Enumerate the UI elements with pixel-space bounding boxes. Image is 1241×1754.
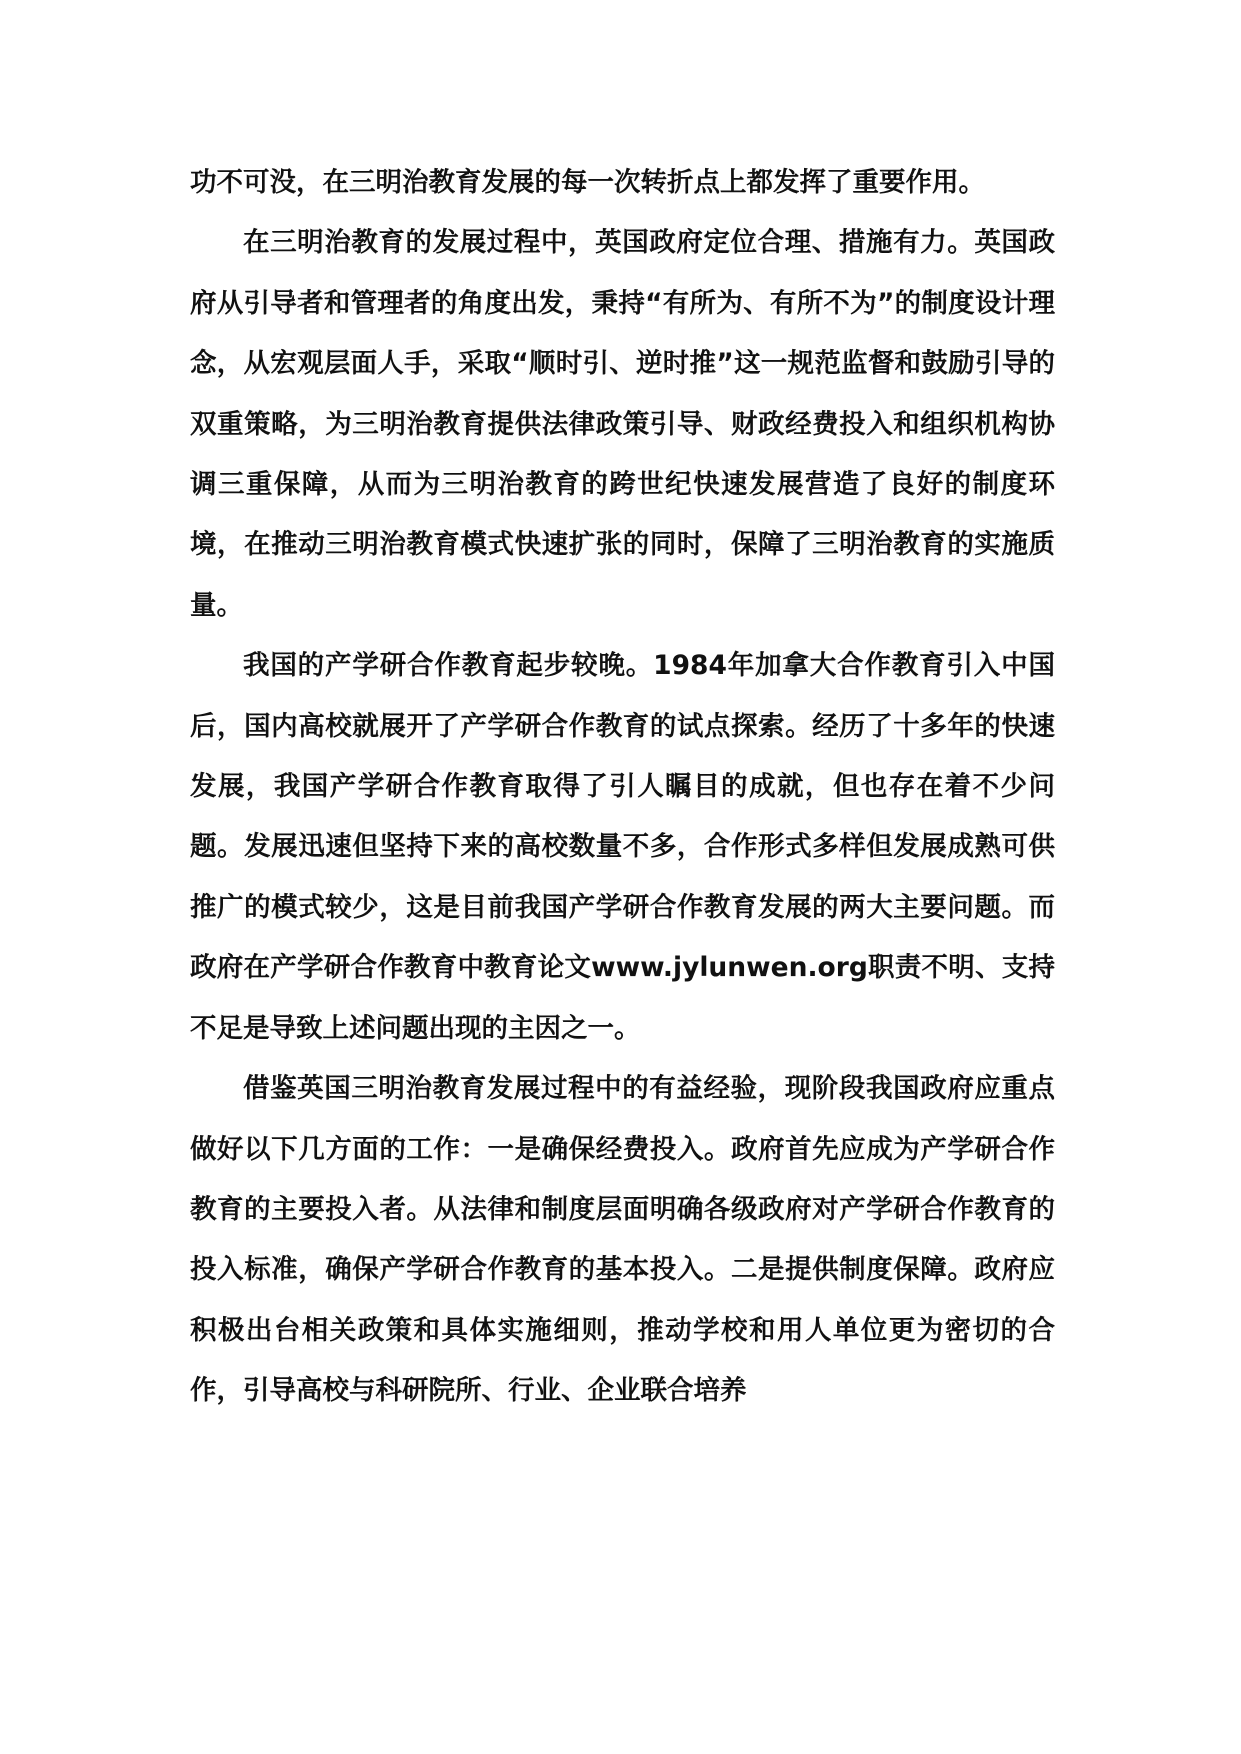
paragraph-british-government: 在三明治教育的发展过程中，英国政府定位合理、措施有力。英国政府从引导者和管理者的角度出发，秉持“有所为、有所不为”的制度设计理念，从宏观层面人手，采取“顺时引、逆时推”这一规范监督和鼓励引导的双重策略，为三明治教育提供法律政策引导、财政经费投入和组织机构协调三重保障，从而为三明治教育的跨世纪快速发展营造了良好的制度环境，在推动三明治教育模式快速扩张的同时，保障了三明治教育的实施质量。 [190,227,1055,621]
paragraph-continuation: 功不可没，在三明治教育发展的每一次转折点上都发挥了重要作用。 [190,167,985,198]
paragraph-recommendations: 借鉴英国三明治教育发展过程中的有益经验，现阶段我国政府应重点做好以下几方面的工作：一是确保经费投入。政府首先应成为产学研合作教育的主要投入者。从法律和制度层面明确各级政府对产学研合作教育的投入标准，确保产学研合作教育的基本投入。二是提供制度保障。政府应积极出台相关政策和具体实施细则，推动学校和用人单位更为密切的合作，引导高校与科研院所、行业、企业联合培养 [190,1073,1055,1407]
body-text [190,153,1055,1422]
paragraph-china-cooperative-education: 我国的产学研合作教育起步较晚。1984年加拿大合作教育引入中国后，国内高校就展开了产学研合作教育的试点探索。经历了十多年的快速发展，我国产学研合作教育取得了引人瞩目的成就，但也存在着不少问题。发展迅速但坚持下来的高校数量不多，合作形式多样但发展成熟可供推广的模式较少，这是目前我国产学研合作教育发展的两大主要问题。而政府在产学研合作教育中教育论文www.jylunwen.org职责不明、支持不足是导致上述问题出现的主因之一。 [190,650,1055,1044]
